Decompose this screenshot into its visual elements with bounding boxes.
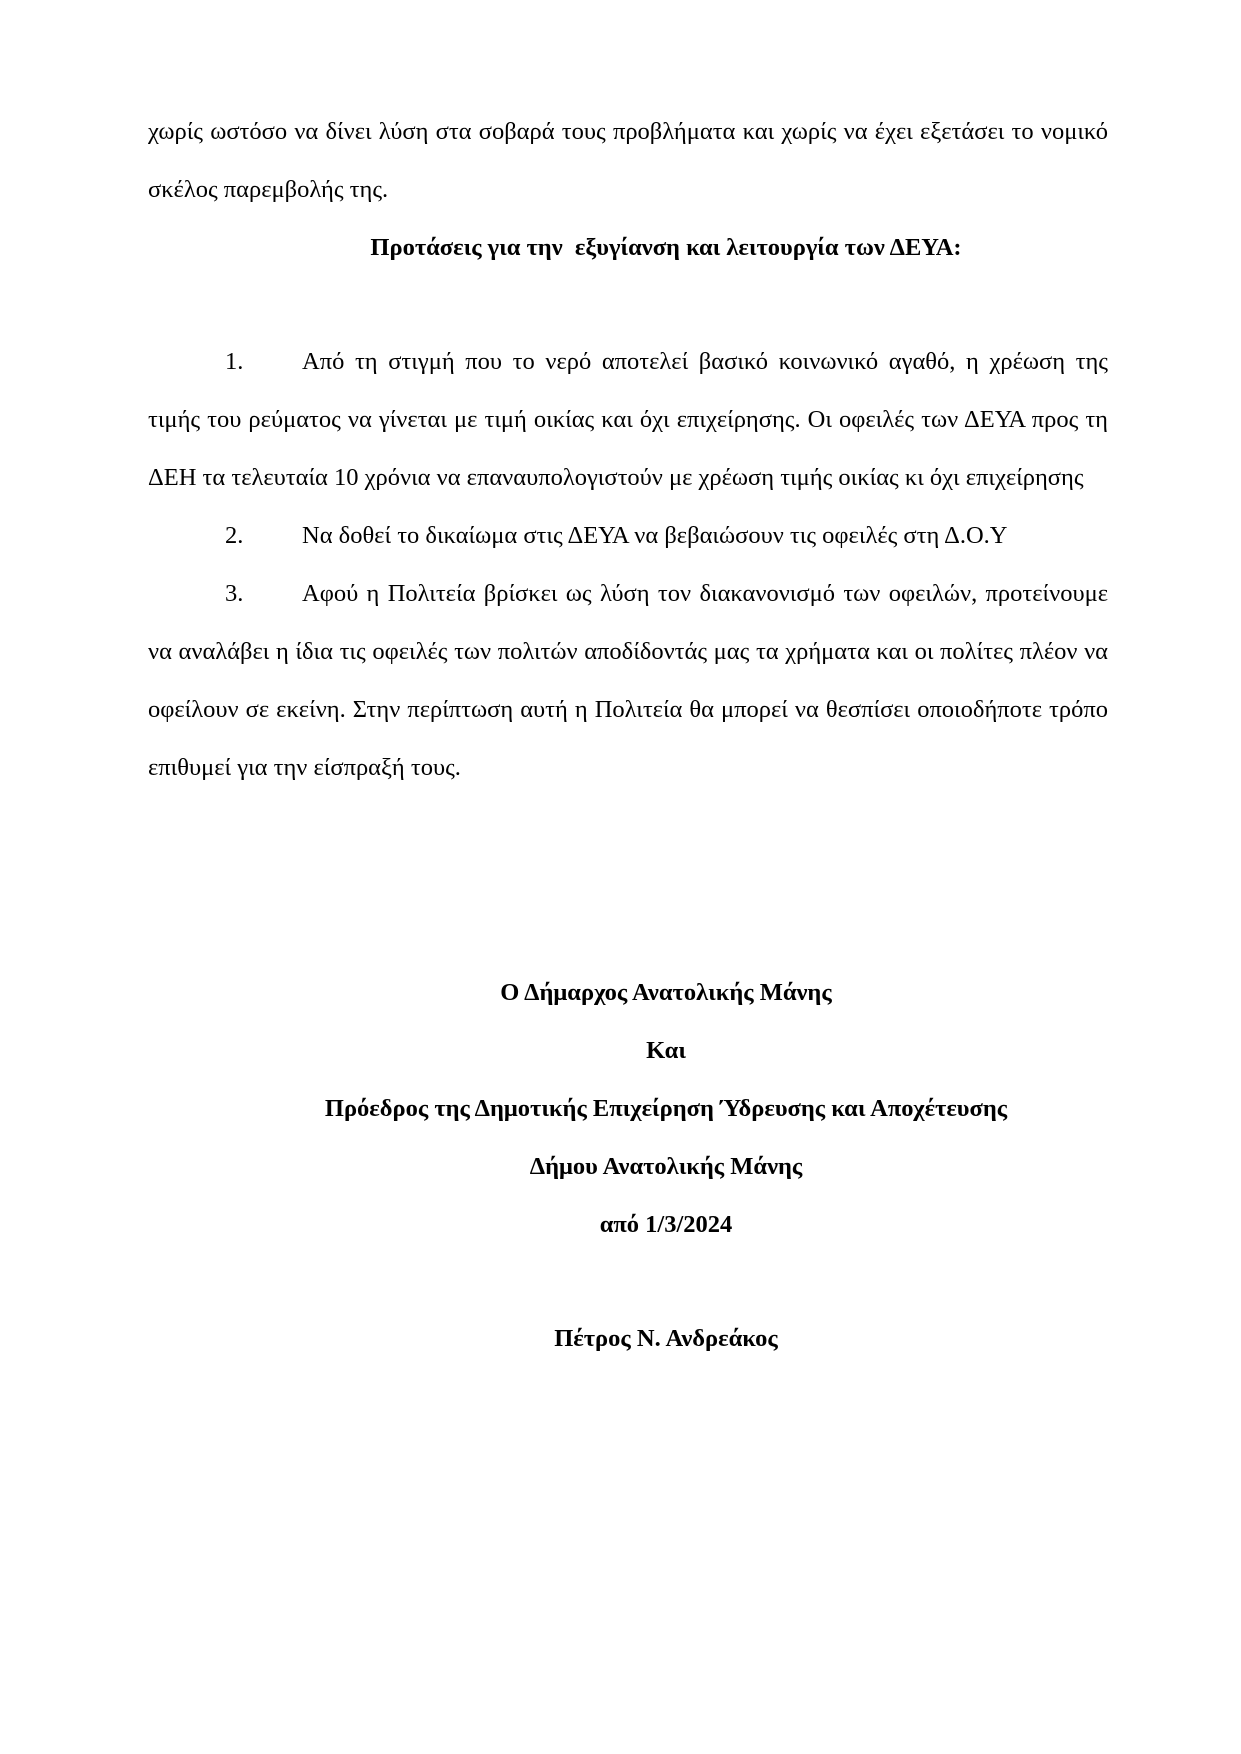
proposal-number: 3. <box>225 580 244 607</box>
intro-paragraph: χωρίς ωστόσο να δίνει λύση στα σοβαρά τους προβλήματα και χωρίς να έχει εξετάσει το νομικό σκέλος παρεμβολής της. <box>148 118 1108 203</box>
section-heading: Προτάσεις για την εξυγίανση και λειτουργία των ΔΕΥΑ: <box>370 234 962 261</box>
signature-role: Πρόεδρος της Δημοτικής Επιχείρηση Ύδρευσης και Αποχέτευσης <box>324 1095 1008 1122</box>
proposal-item <box>148 565 1108 797</box>
signatory-name: Πέτρος Ν. Ανδρεάκος <box>554 1325 778 1352</box>
proposals-list <box>148 333 1108 797</box>
signature-municipality: Δήμου Ανατολικής Μάνης <box>529 1153 803 1180</box>
proposal-number: 1. <box>225 348 244 375</box>
signature-block <box>225 964 1107 1368</box>
signature-title: Ο Δήμαρχος Ανατολικής Μάνης <box>500 979 832 1006</box>
proposal-text: Αφού η Πολιτεία βρίσκει ως λύση τον διακανονισμό των οφειλών, προτείνουμε να αναλάβει η ίδια τις οφειλές των πολιτών αποδίδοντάς μας τα χρήματα και οι πολίτες πλέον να οφείλουν σε εκείνη. Στην περίπτωση αυτή η Πολιτεία θα μπορεί να θεσπίσει οποιοδήποτε τρόπο επιθυμεί για την είσπραξή τους. <box>148 580 1108 781</box>
proposal-number: 2. <box>225 522 244 549</box>
proposal-text: Από τη στιγμή που το νερό αποτελεί βασικό κοινωνικό αγαθό, η χρέωση της τιμής του ρεύματος να γίνεται με τιμή οικίας και όχι επιχείρησης. Οι οφειλές των ΔΕΥΑ προς τη ΔΕΗ τα τελευταία 10 χρόνια να επαναυπολογιστούν με χρέωση τιμής οικίας κι όχι επιχείρησης <box>148 348 1108 491</box>
signature-conjunction: Και <box>646 1037 686 1064</box>
proposal-item <box>148 507 1108 565</box>
signature-date: από 1/3/2024 <box>599 1211 733 1238</box>
proposal-item <box>148 333 1108 507</box>
signature-spacer <box>225 1254 1107 1310</box>
proposal-text: Να δοθεί το δικαίωμα στις ΔΕΥΑ να βεβαιώσουν τις οφειλές στη Δ.Ο.Υ <box>302 522 1008 549</box>
